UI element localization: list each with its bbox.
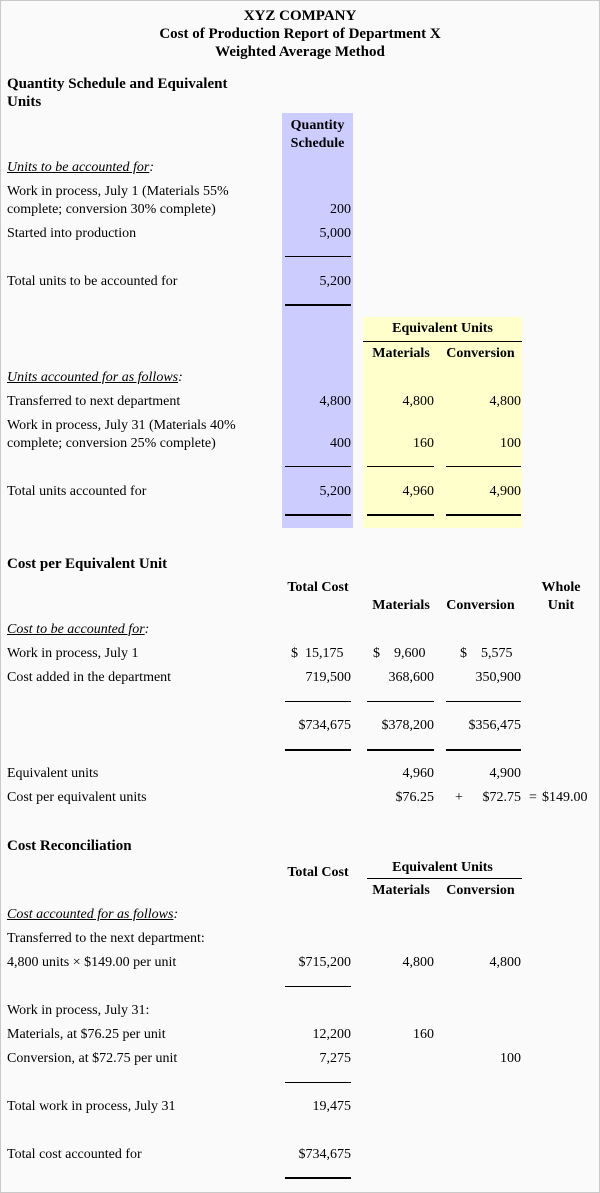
conversion-header: Conversion [446, 346, 515, 361]
wip-begin-label: Work in process, July 1 (Materials 55% complete; conversion 30% complete) [7, 184, 229, 217]
equivalent-units-header: Equivalent Units [392, 321, 493, 336]
cost-added-label: Cost added in the department [7, 670, 172, 685]
conversion-line-eu: 100 [500, 1051, 521, 1066]
double-underline [285, 304, 351, 306]
total-to-account-qty: 5,200 [319, 274, 351, 289]
transferred-materials: 4,800 [402, 394, 434, 409]
equivalent-units-conversion: 4,900 [489, 766, 521, 781]
cost-per-eu-title: Cost per Equivalent Unit [7, 556, 168, 572]
wip-end-heading: Work in process, July 31: [7, 1003, 150, 1018]
cost-added-total: 719,500 [305, 670, 351, 685]
total-accounted-conversion: 4,900 [489, 484, 521, 499]
report-title: Cost of Production Report of Department X [159, 26, 441, 42]
cost-wip-label: Work in process, July 1 [7, 646, 139, 661]
total-to-account-label: Total units to be accounted for [7, 274, 178, 289]
transferred-detail: 4,800 units × $149.00 per unit [7, 955, 177, 970]
underline [285, 701, 351, 702]
transferred-qty: 4,800 [319, 394, 351, 409]
transferred-conversion: 4,800 [489, 955, 521, 970]
total-cost-header: Total Cost [287, 865, 349, 880]
cost-to-account-heading: Cost to be accounted for: [7, 622, 150, 637]
cost-sum-conversion: $356,475 [468, 718, 521, 733]
materials-line-eu: 160 [413, 1027, 434, 1042]
double-underline [367, 749, 434, 751]
total-cost-accounted-label: Total cost accounted for [7, 1147, 142, 1162]
materials-header: Materials [372, 598, 430, 613]
conversion-header: Conversion [446, 883, 515, 898]
wip-end-qty: 400 [330, 436, 351, 451]
units-accounted-heading: Units accounted for as follows: [7, 370, 183, 385]
company-name: XYZ COMPANY [243, 8, 357, 24]
materials-header: Materials [372, 883, 430, 898]
double-underline [446, 514, 521, 516]
cost-wip-total: $ 15,175 [291, 646, 344, 661]
cost-wip-conversion: $ 5,575 [460, 646, 513, 661]
total-cost-accounted-value: $734,675 [298, 1147, 351, 1162]
equivalent-units-materials: 4,960 [402, 766, 434, 781]
started-label: Started into production [7, 226, 137, 241]
underline [285, 256, 351, 257]
wip-begin-qty: 200 [330, 202, 351, 217]
double-underline [285, 514, 351, 516]
header-rule [367, 878, 522, 879]
cost-per-eu-label: Cost per equivalent units [7, 790, 147, 805]
wip-end-label: Work in process, July 31 (Materials 40% complete; conversion 25% complete) [7, 418, 236, 451]
equivalent-units-header: Equivalent Units [392, 860, 493, 875]
underline [285, 466, 351, 467]
transferred-materials: 4,800 [402, 955, 434, 970]
started-qty: 5,000 [319, 226, 351, 241]
equals-sign: = [529, 790, 537, 805]
total-accounted-materials: 4,960 [402, 484, 434, 499]
underline [446, 701, 521, 702]
total-wip-label: Total work in process, July 31 [7, 1099, 176, 1114]
double-underline [446, 749, 521, 751]
total-cost-header: Total Cost [287, 580, 349, 595]
transferred-label: Transferred to next department [7, 394, 181, 409]
underline [367, 466, 434, 467]
quantity-section-title: Quantity Schedule and Equivalent Units [7, 76, 228, 110]
wip-end-materials: 160 [413, 436, 434, 451]
cost-added-conversion: 350,900 [475, 670, 521, 685]
header-rule [363, 341, 522, 342]
materials-header: Materials [372, 346, 430, 361]
units-to-account-heading: Units to be accounted for: [7, 160, 154, 175]
double-underline [367, 514, 434, 516]
cost-sum-total: $734,675 [298, 718, 351, 733]
underline [367, 701, 434, 702]
report-method: Weighted Average Method [215, 44, 385, 60]
materials-line-label: Materials, at $76.25 per unit [7, 1027, 166, 1042]
double-underline [285, 1177, 351, 1179]
transferred-conversion: 4,800 [489, 394, 521, 409]
transferred-heading: Transferred to the next department: [7, 931, 205, 946]
cost-added-materials: 368,600 [388, 670, 434, 685]
conversion-header: Conversion [446, 598, 515, 613]
whole-unit-header: Whole Unit [541, 580, 581, 613]
cost-accounted-heading: Cost accounted for as follows: [7, 907, 179, 922]
transferred-total: $715,200 [298, 955, 351, 970]
underline [285, 986, 351, 987]
materials-line-total: 12,200 [312, 1027, 351, 1042]
reconciliation-title: Cost Reconciliation [7, 838, 132, 854]
total-accounted-qty: 5,200 [319, 484, 351, 499]
underline [285, 1082, 351, 1083]
total-accounted-label: Total units accounted for [7, 484, 147, 499]
cost-sum-materials: $378,200 [381, 718, 434, 733]
conversion-line-label: Conversion, at $72.75 per unit [7, 1051, 178, 1066]
cost-wip-materials: $ 9,600 [373, 646, 426, 661]
underline [446, 466, 521, 467]
wip-end-conversion: 100 [500, 436, 521, 451]
quantity-schedule-header: Quantity Schedule [290, 118, 345, 151]
equivalent-units-label: Equivalent units [7, 766, 99, 781]
total-wip-value: 19,475 [312, 1099, 351, 1114]
cost-per-eu-materials: $76.25 [395, 790, 434, 805]
double-underline [285, 749, 351, 751]
plus-sign: + [455, 790, 463, 805]
conversion-line-total: 7,275 [319, 1051, 351, 1066]
cost-per-whole-unit: $149.00 [542, 790, 588, 805]
cost-per-eu-conversion: $72.75 [482, 790, 521, 805]
